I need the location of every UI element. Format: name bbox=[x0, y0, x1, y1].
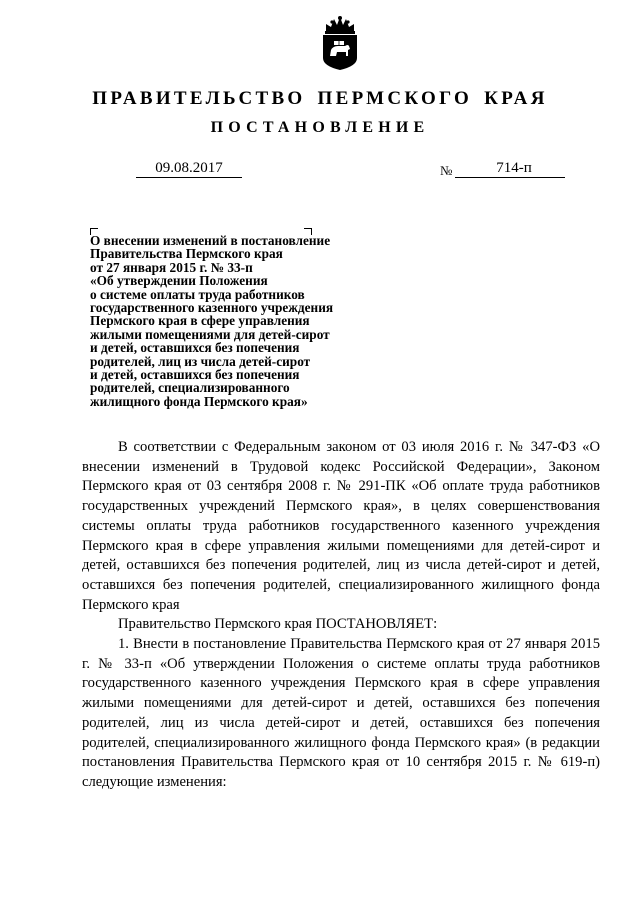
heading-line: государственного казенного учреждения bbox=[90, 300, 334, 316]
document-date-field bbox=[136, 160, 242, 178]
heading-line: от 27 января 2015 г. № 33-п bbox=[90, 259, 253, 275]
resolves-paragraph: Правительство Пермского края ПОСТАНОВЛЯЕТ: bbox=[118, 616, 438, 633]
document-body bbox=[82, 438, 600, 793]
document-date: 09.08.2017 bbox=[155, 160, 223, 176]
heading-line: и детей, оставшихся без попечения bbox=[90, 367, 300, 383]
coat-of-arms-icon bbox=[318, 14, 362, 72]
heading-line: жилищного фонда Пермского края» bbox=[90, 393, 308, 409]
authority-title: ПРАВИТЕЛЬСТВО ПЕРМСКОГО КРАЯ bbox=[92, 88, 548, 109]
heading-line: О внесении изменений в постановление bbox=[90, 233, 331, 248]
heading-line: «Об утверждении Положения bbox=[90, 273, 268, 289]
heading-line: родителей, лиц из числа детей-сирот bbox=[90, 353, 311, 369]
document-type: ПОСТАНОВЛЕНИЕ bbox=[210, 119, 430, 136]
document-number: 714-п bbox=[496, 160, 532, 176]
item-1-paragraph: 1. Внести в постановление Правительства Пермского края от 27 января 2015 г. № 33-п «Об утверждении Положения о системе оплаты труда работников государственного казенного учреждения Пермского края в сфере управления жилыми помещениями для детей-сирот и детей, оставшихся без попечения родителей, лиц из числа детей-сирот и детей, оставшихся без попечения родителей, специализированного жилищного фонда Пермского края» (в редакции постановления Правительства Пермского края от 10 сентября 2015 г. № 619-п) следующие изменения: bbox=[82, 636, 600, 790]
document-heading bbox=[90, 234, 390, 408]
preamble-paragraph: В соответствии с Федеральным законом от 03 июля 2016 г. № 347-ФЗ «О внесении изменений в Трудовой кодекс Российской Федерации», Законом Пермского края от 03 сентября 2008 г. № 291-ПК «Об оплате труда работников государственных учреждений Пермского края», в целях совершенствования системы оплаты труда работников государственного казенного учреждения Пермского края в сфере управления жилыми помещениями для детей-сирот и детей, оставшихся без попечения родителей, лиц из числа детей-сирот и детей, оставшихся без попечения родителей, специализированного жилищного фонда Пермского края bbox=[82, 439, 600, 613]
heading-line: родителей, специализированного bbox=[90, 380, 290, 396]
heading-line: о системе оплаты труда работников bbox=[90, 286, 305, 302]
heading-line: Пермского края в сфере управления bbox=[90, 313, 310, 329]
document-number-field bbox=[455, 160, 565, 178]
number-sign: № bbox=[440, 163, 453, 178]
heading-line: и детей, оставшихся без попечения bbox=[90, 340, 300, 356]
heading-line: жилыми помещениями для детей-сирот bbox=[90, 326, 330, 342]
heading-line: Правительства Пермского края bbox=[90, 246, 283, 262]
